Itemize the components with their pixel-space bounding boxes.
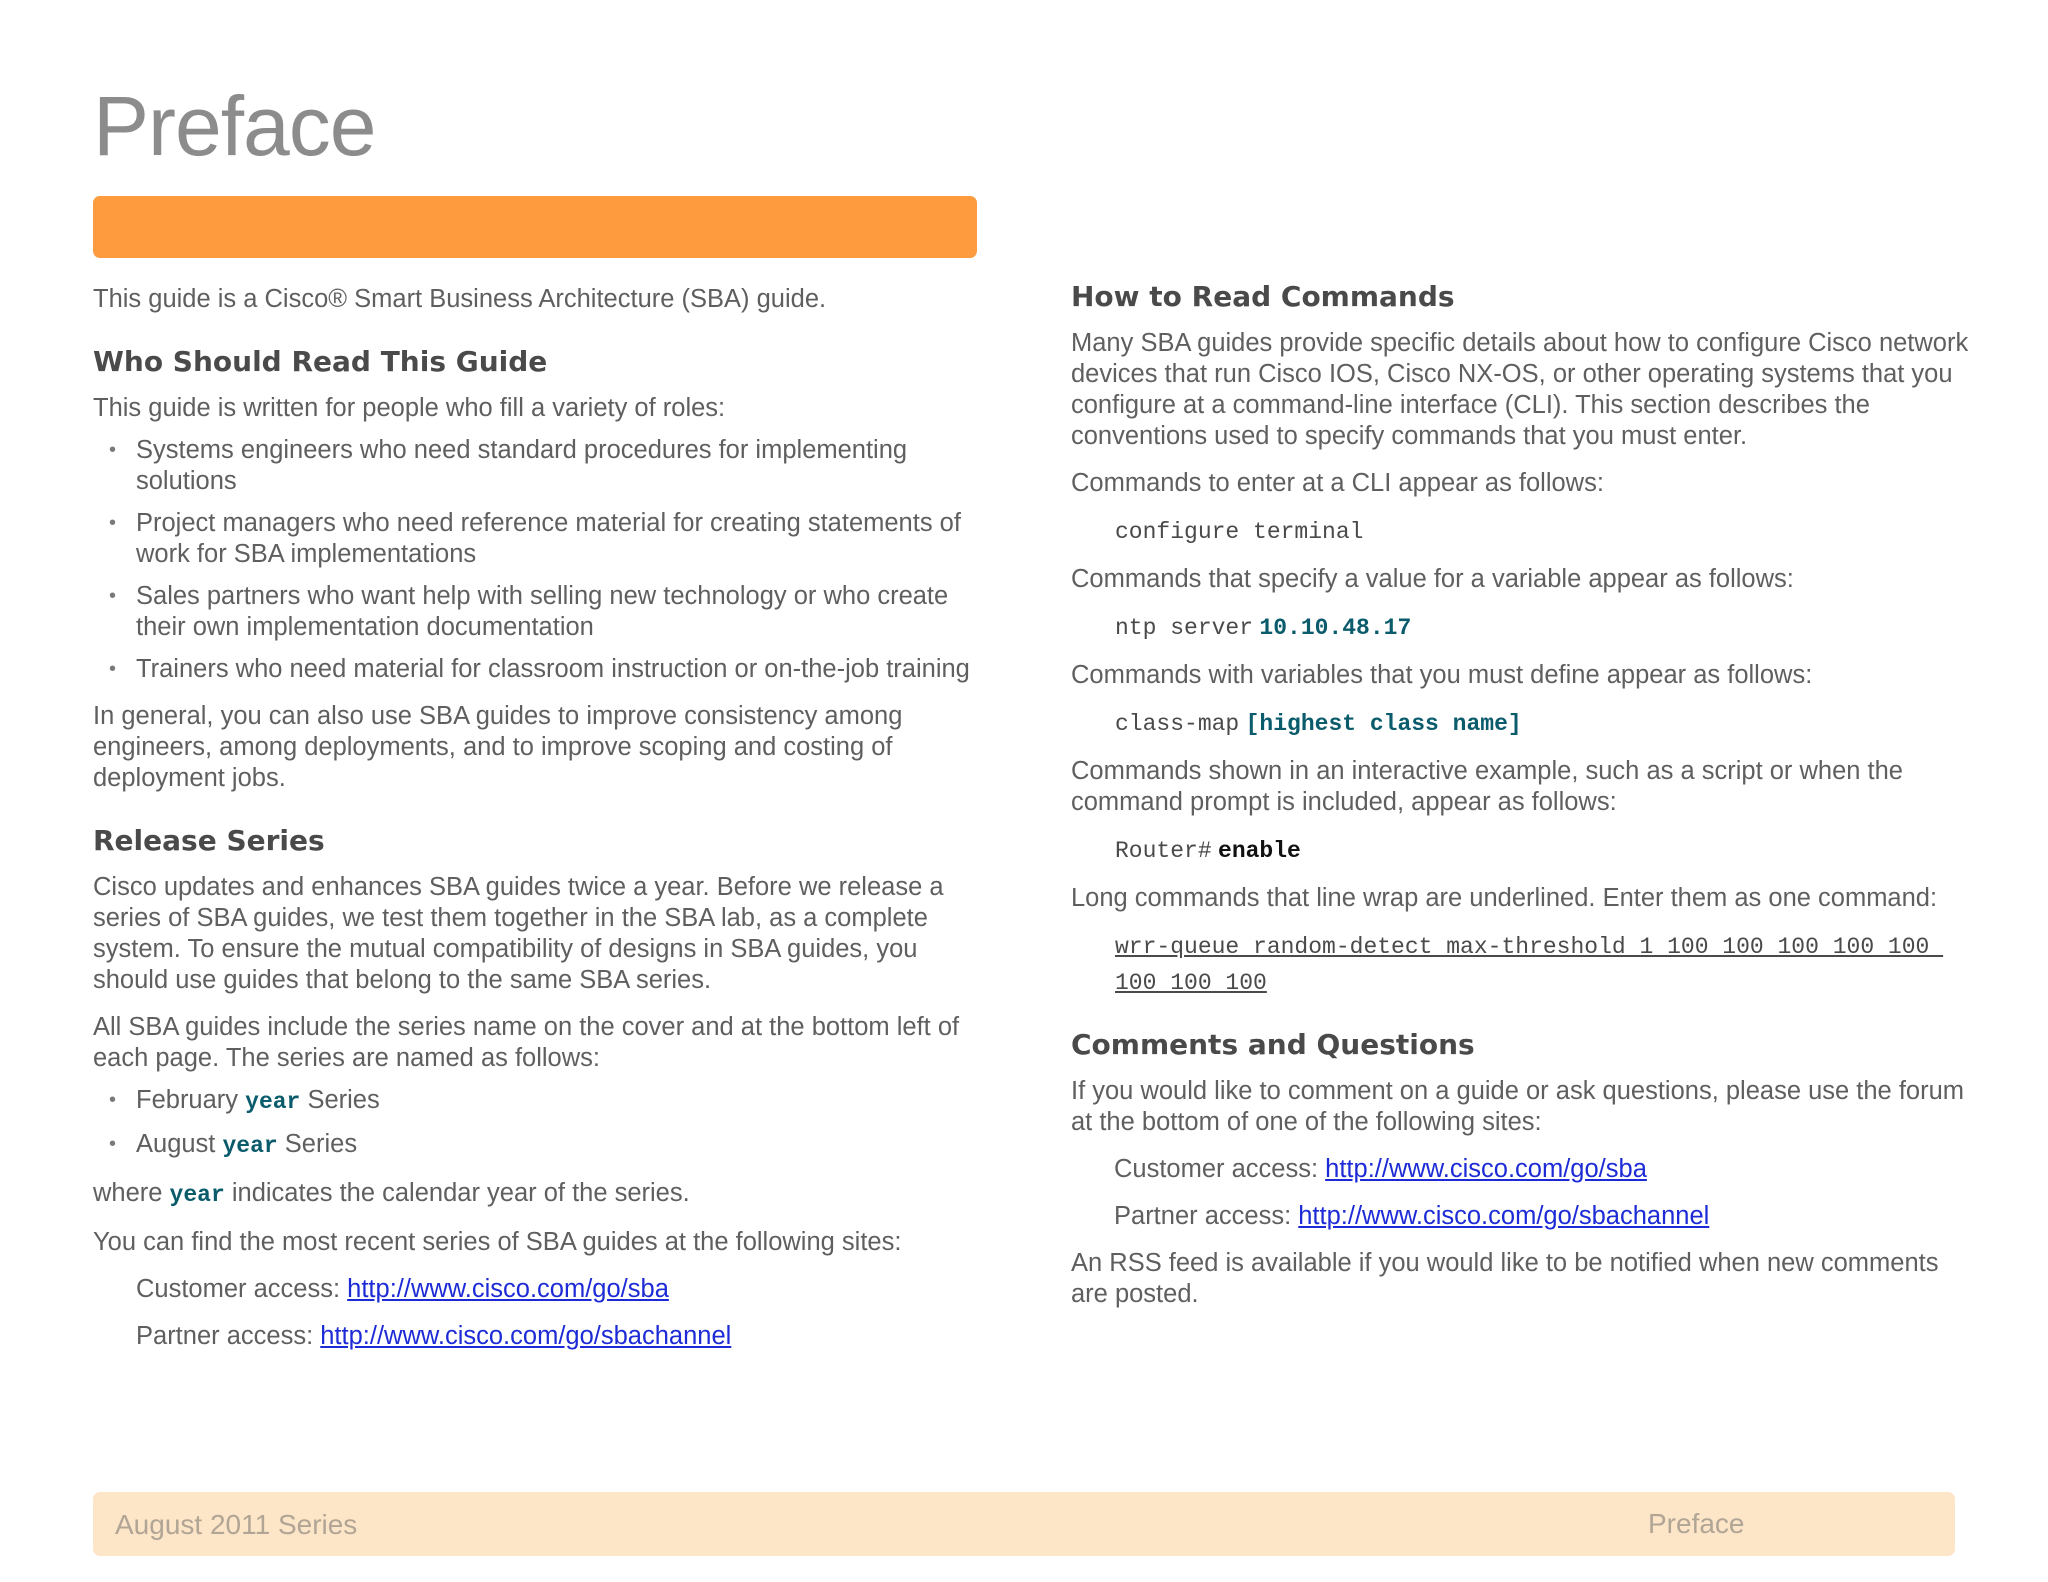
value-label: Commands that specify a value for a variable appear as follows: (1071, 565, 1794, 593)
rss-text: An RSS feed is available if you would like to be notified when new comments are posted. (1071, 1249, 1939, 1308)
bullet-icon: • (109, 585, 117, 607)
bullet-icon: • (109, 658, 117, 680)
customer-access-link[interactable]: http://www.cisco.com/go/sba (1325, 1155, 1647, 1183)
who-intro-text: This guide is written for people who fill a variety of roles: (93, 394, 726, 422)
find-text: You can find the most recent series of SBA guides at the following sites: (93, 1228, 902, 1256)
roles-list (93, 435, 983, 685)
list-item: • August year Series (109, 1130, 358, 1159)
define-label: Commands with variables that you must define appear as follows: (1071, 661, 1813, 689)
interactive-example: Router# enable (1115, 838, 1301, 864)
where-text: where year indicates the calendar year of the series. (93, 1179, 690, 1208)
intro-text: This guide is a Cisco® Smart Business Architecture (SBA) guide. (93, 285, 827, 313)
customer-access-line: Customer access: http://www.cisco.com/go/sba (136, 1275, 669, 1303)
how-to-read-commands-heading: How to Read Commands (1071, 280, 1455, 313)
comments-heading: Comments and Questions (1071, 1028, 1475, 1061)
bullet-icon: • (109, 439, 117, 461)
long-command-label: Long commands that line wrap are underlined. Enter them as one command: (1071, 884, 1938, 912)
customer-access-link[interactable]: http://www.cisco.com/go/sba (347, 1275, 669, 1303)
define-example: class-map [highest class name] (1115, 711, 1522, 737)
release-paragraph-2: All SBA guides include the series name on the cover and at the bottom left of each page. The series are named as follows: (93, 1013, 960, 1072)
customer-access-line: Customer access: http://www.cisco.com/go/sba (1114, 1155, 1647, 1183)
who-should-read-heading: Who Should Read This Guide (93, 345, 548, 378)
title-accent-bar (93, 196, 977, 258)
general-text: In general, you can also use SBA guides to improve consistency among engineers, among deployments, and to improve scoping and costing of deployment jobs. (93, 702, 903, 792)
footer-series: August 2011 Series (115, 1509, 358, 1540)
partner-access-link[interactable]: http://www.cisco.com/go/sbachannel (1298, 1202, 1710, 1230)
list-item: • Project managers who need reference material for creating statements of work for SBA implementations (109, 509, 961, 568)
footer-section: Preface (1648, 1508, 1745, 1539)
right-column (1071, 280, 1971, 1326)
series-list (93, 1085, 983, 1162)
partner-access-line: Partner access: http://www.cisco.com/go/sbachannel (136, 1322, 732, 1350)
release-paragraph-1: Cisco updates and enhances SBA guides twice a year. Before we release a series of SBA guides, we test them together in the SBA lab, as a complete system. To ensure the mutual compatibility of designs in SBA guides, you should use guides that belong to the same SBA series. (93, 873, 944, 994)
footer-bar (93, 1492, 1955, 1556)
comments-intro-text: If you would like to comment on a guide or ask questions, please use the forum at the bottom of one of the following sites: (1071, 1077, 1964, 1136)
interactive-label: Commands shown in an interactive example, such as a script or when the command prompt is included, appear as follows: (1071, 757, 1903, 816)
list-item: • Trainers who need material for classroom instruction or on-the-job training (109, 655, 970, 683)
cli-example: configure terminal (1115, 519, 1364, 545)
long-command-example: wrr-queue random-detect max-threshold 1 100 100 100 100 100 100 100 100 (1115, 934, 1944, 996)
list-item: • Systems engineers who need standard procedures for implementing solutions (109, 436, 908, 495)
release-series-heading: Release Series (93, 824, 325, 857)
left-column (93, 284, 983, 1368)
bullet-icon: • (109, 1089, 117, 1111)
partner-access-link[interactable]: http://www.cisco.com/go/sbachannel (320, 1322, 732, 1350)
bullet-icon: • (109, 1133, 117, 1155)
bullet-icon: • (109, 512, 117, 534)
page-title: Preface (93, 79, 376, 173)
value-example: ntp server 10.10.48.17 (1115, 615, 1412, 641)
list-item: • Sales partners who want help with selling new technology or who create their own implementation documentation (109, 582, 949, 641)
commands-intro-text: Many SBA guides provide specific details about how to configure Cisco network devices that run Cisco IOS, Cisco NX-OS, or other operating systems that you configure at a command-line interface (CLI). This section describes the conventions used to specify commands that you must enter. (1071, 329, 1969, 450)
list-item: • February year Series (109, 1086, 380, 1115)
partner-access-line: Partner access: http://www.cisco.com/go/sbachannel (1114, 1202, 1710, 1230)
cli-label: Commands to enter at a CLI appear as follows: (1071, 469, 1604, 497)
